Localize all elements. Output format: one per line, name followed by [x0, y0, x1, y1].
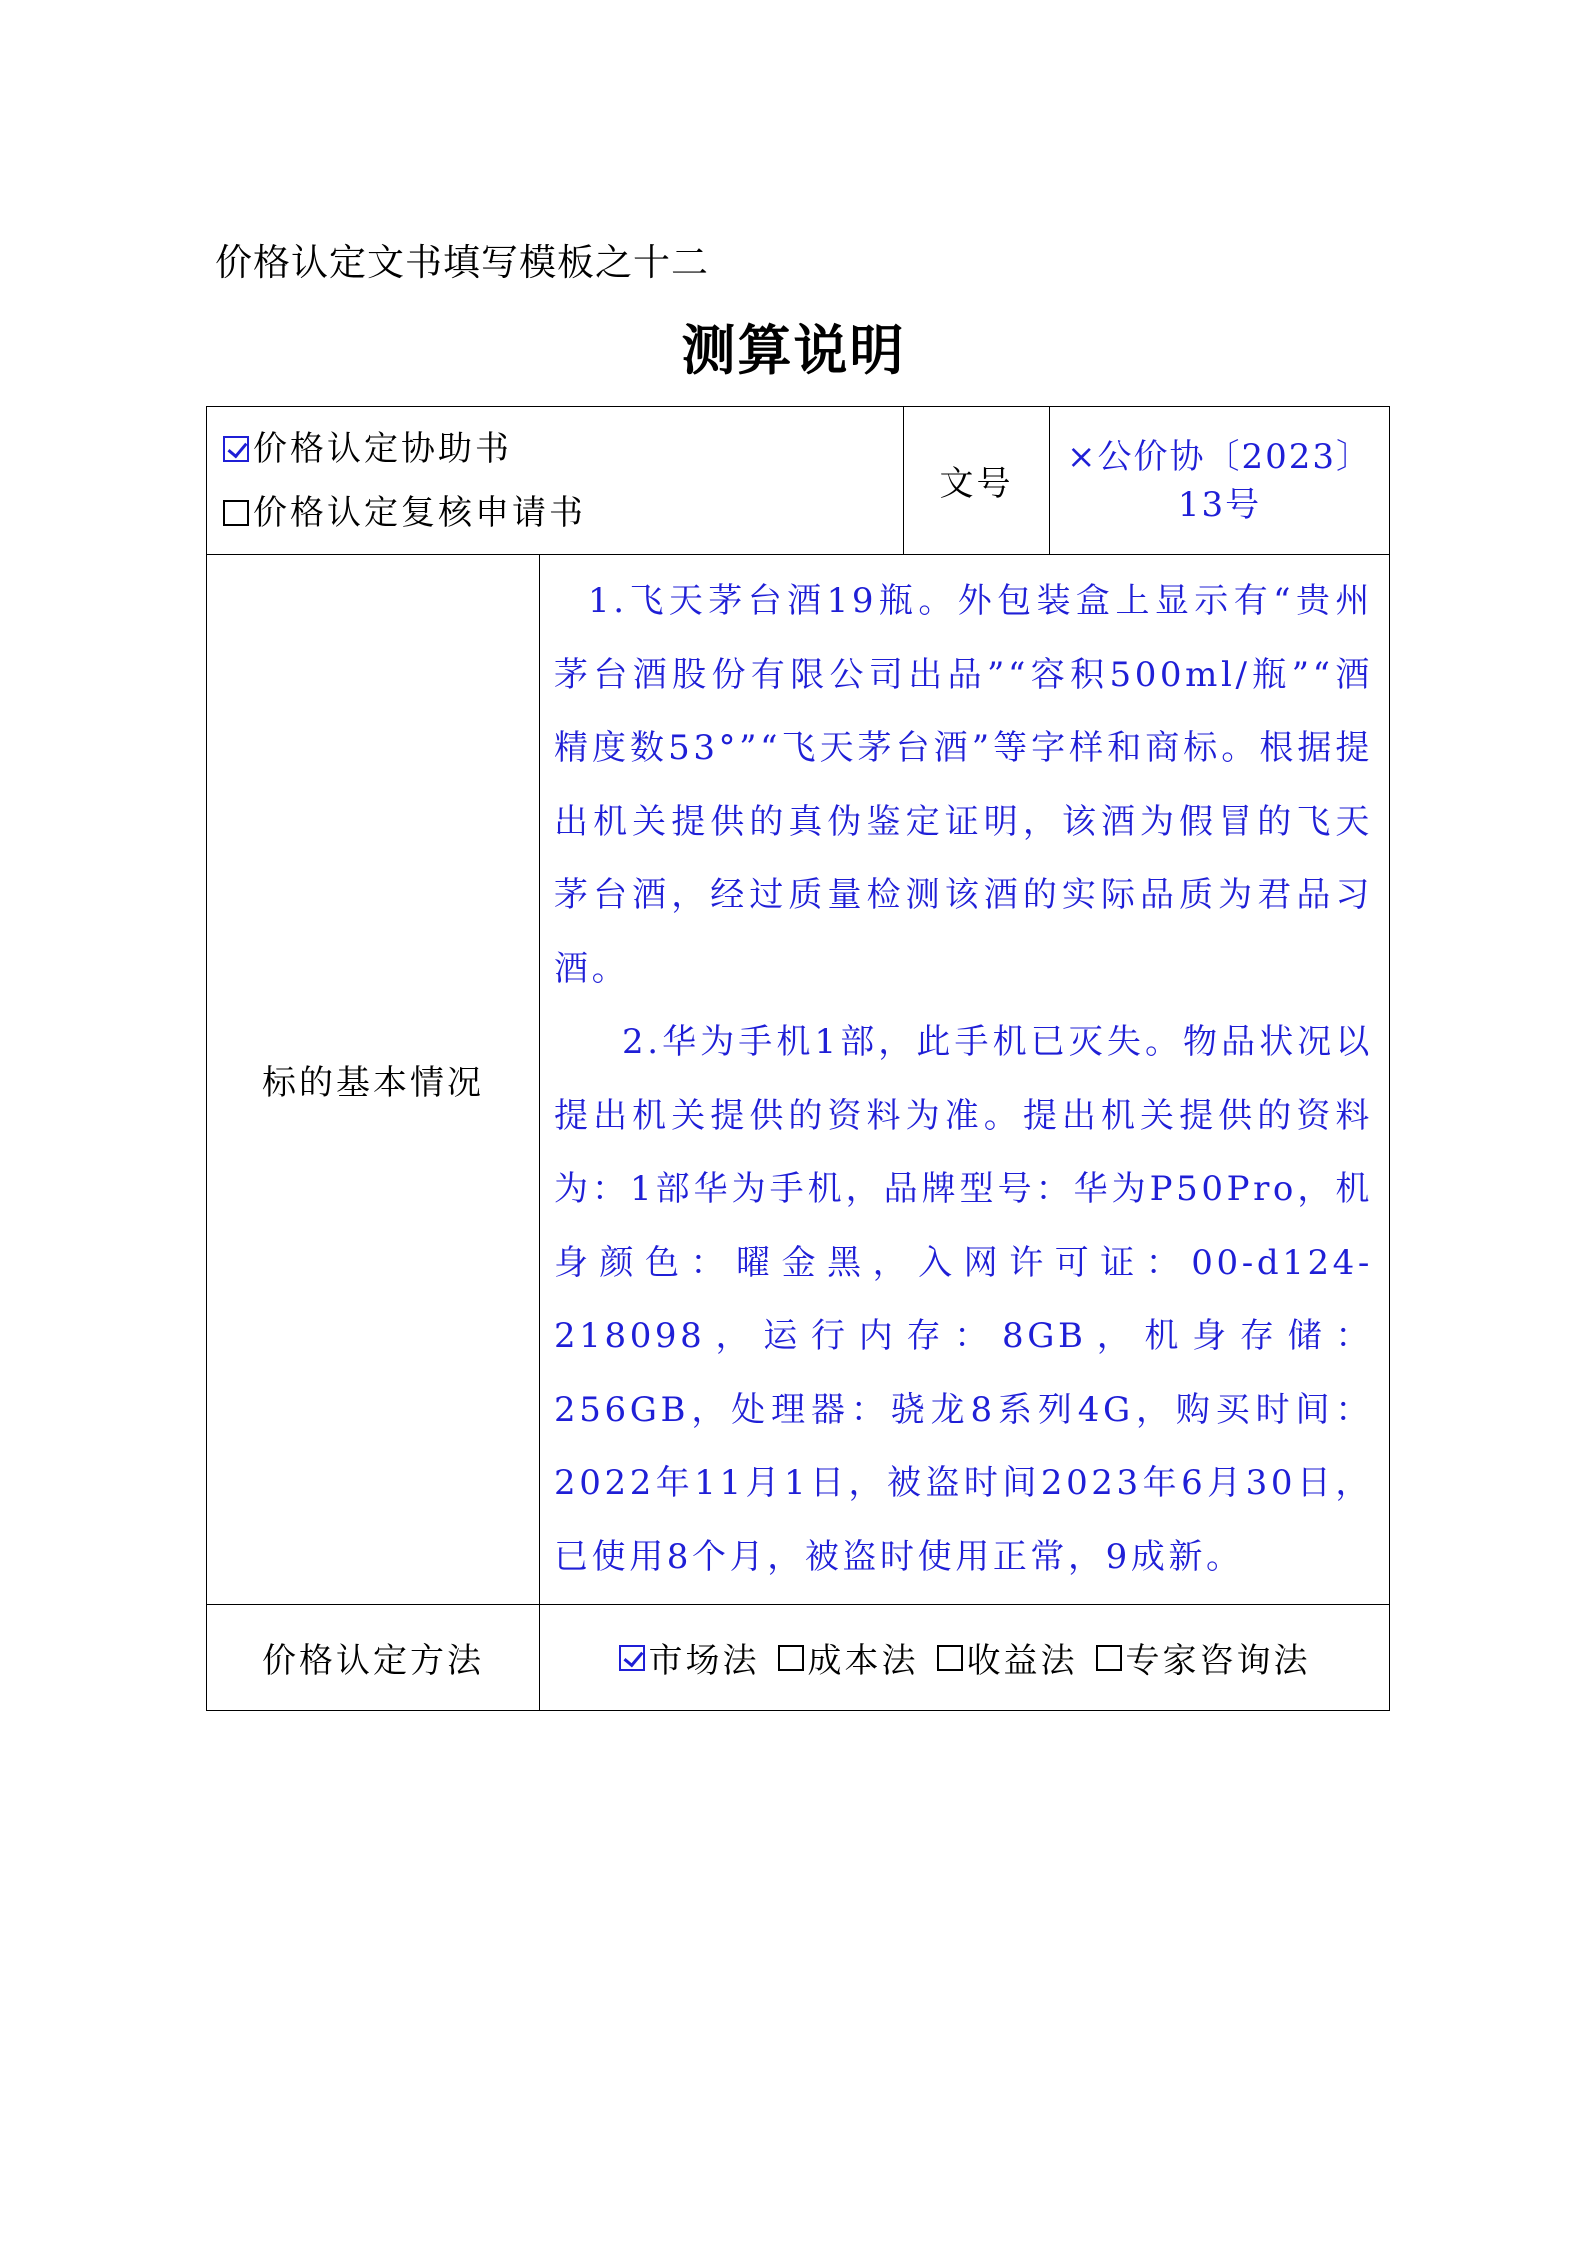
option-review-application[interactable]	[223, 481, 903, 545]
docno-value-line2: 13号	[1177, 484, 1262, 525]
method-label-text: 收益法	[966, 1641, 1078, 1681]
method-income[interactable]	[937, 1633, 1078, 1682]
option-label: 价格认定协助书	[253, 428, 512, 469]
checkbox-icon[interactable]	[937, 1645, 963, 1671]
method-expert[interactable]	[1096, 1633, 1311, 1682]
option-assistance-letter[interactable]	[223, 417, 903, 481]
docno-value-cell	[1050, 407, 1390, 555]
docno-value-line1: ×公价协〔2023〕	[1066, 436, 1372, 477]
docno-label: 文号	[904, 407, 1050, 555]
method-label: 价格认定方法	[207, 1605, 540, 1711]
checked-box-icon[interactable]	[223, 436, 249, 462]
checkbox-icon[interactable]	[778, 1645, 804, 1671]
calculation-form-table	[206, 406, 1390, 1711]
basic-info-content	[540, 555, 1390, 1605]
basic-info-label: 标的基本情况	[207, 555, 540, 1605]
basic-info-paragraph-2: 2.华为手机1部，此手机已灭失。物品状况以提出机关提供的资料为准。提出机关提供的资料为：1部华为手机，品牌型号：华为P50Pro，机身颜色：曜金黑，入网许可证：00-d124-218098，运行内存：8GB，机身存储：256GB，处理器：骁龙8系列4G，购买时间：2022年11月1日，被盗时间2023年6月30日，已使用8个月，被盗时使用正常，9成新。	[554, 1022, 1373, 1577]
option-label: 价格认定复核申请书	[253, 492, 586, 533]
method-label-text: 成本法	[807, 1641, 919, 1681]
method-market[interactable]	[619, 1633, 760, 1682]
checkbox-icon[interactable]	[1096, 1645, 1122, 1671]
basic-info-paragraph-1: 1.飞天茅台酒19瓶。外包装盒上显示有“贵州茅台酒股份有限公司出品”“容积500ml/瓶”“酒精度数53°”“飞天茅台酒”等字样和商标。根据提出机关提供的真伪鉴定证明，该酒为假冒的飞天茅台酒，经过质量检测该酒的实际品质为君品习酒。	[554, 581, 1373, 989]
checkbox-icon[interactable]	[223, 500, 249, 526]
method-cost[interactable]	[778, 1633, 919, 1682]
checked-box-icon[interactable]	[619, 1645, 645, 1671]
method-label-text: 专家咨询法	[1125, 1641, 1311, 1681]
method-label-text: 市场法	[648, 1641, 760, 1681]
method-options-cell	[540, 1605, 1390, 1711]
template-title: 价格认定文书填写模板之十二	[215, 241, 709, 284]
page-title: 测算说明	[681, 318, 906, 382]
application-type-cell	[207, 407, 904, 555]
